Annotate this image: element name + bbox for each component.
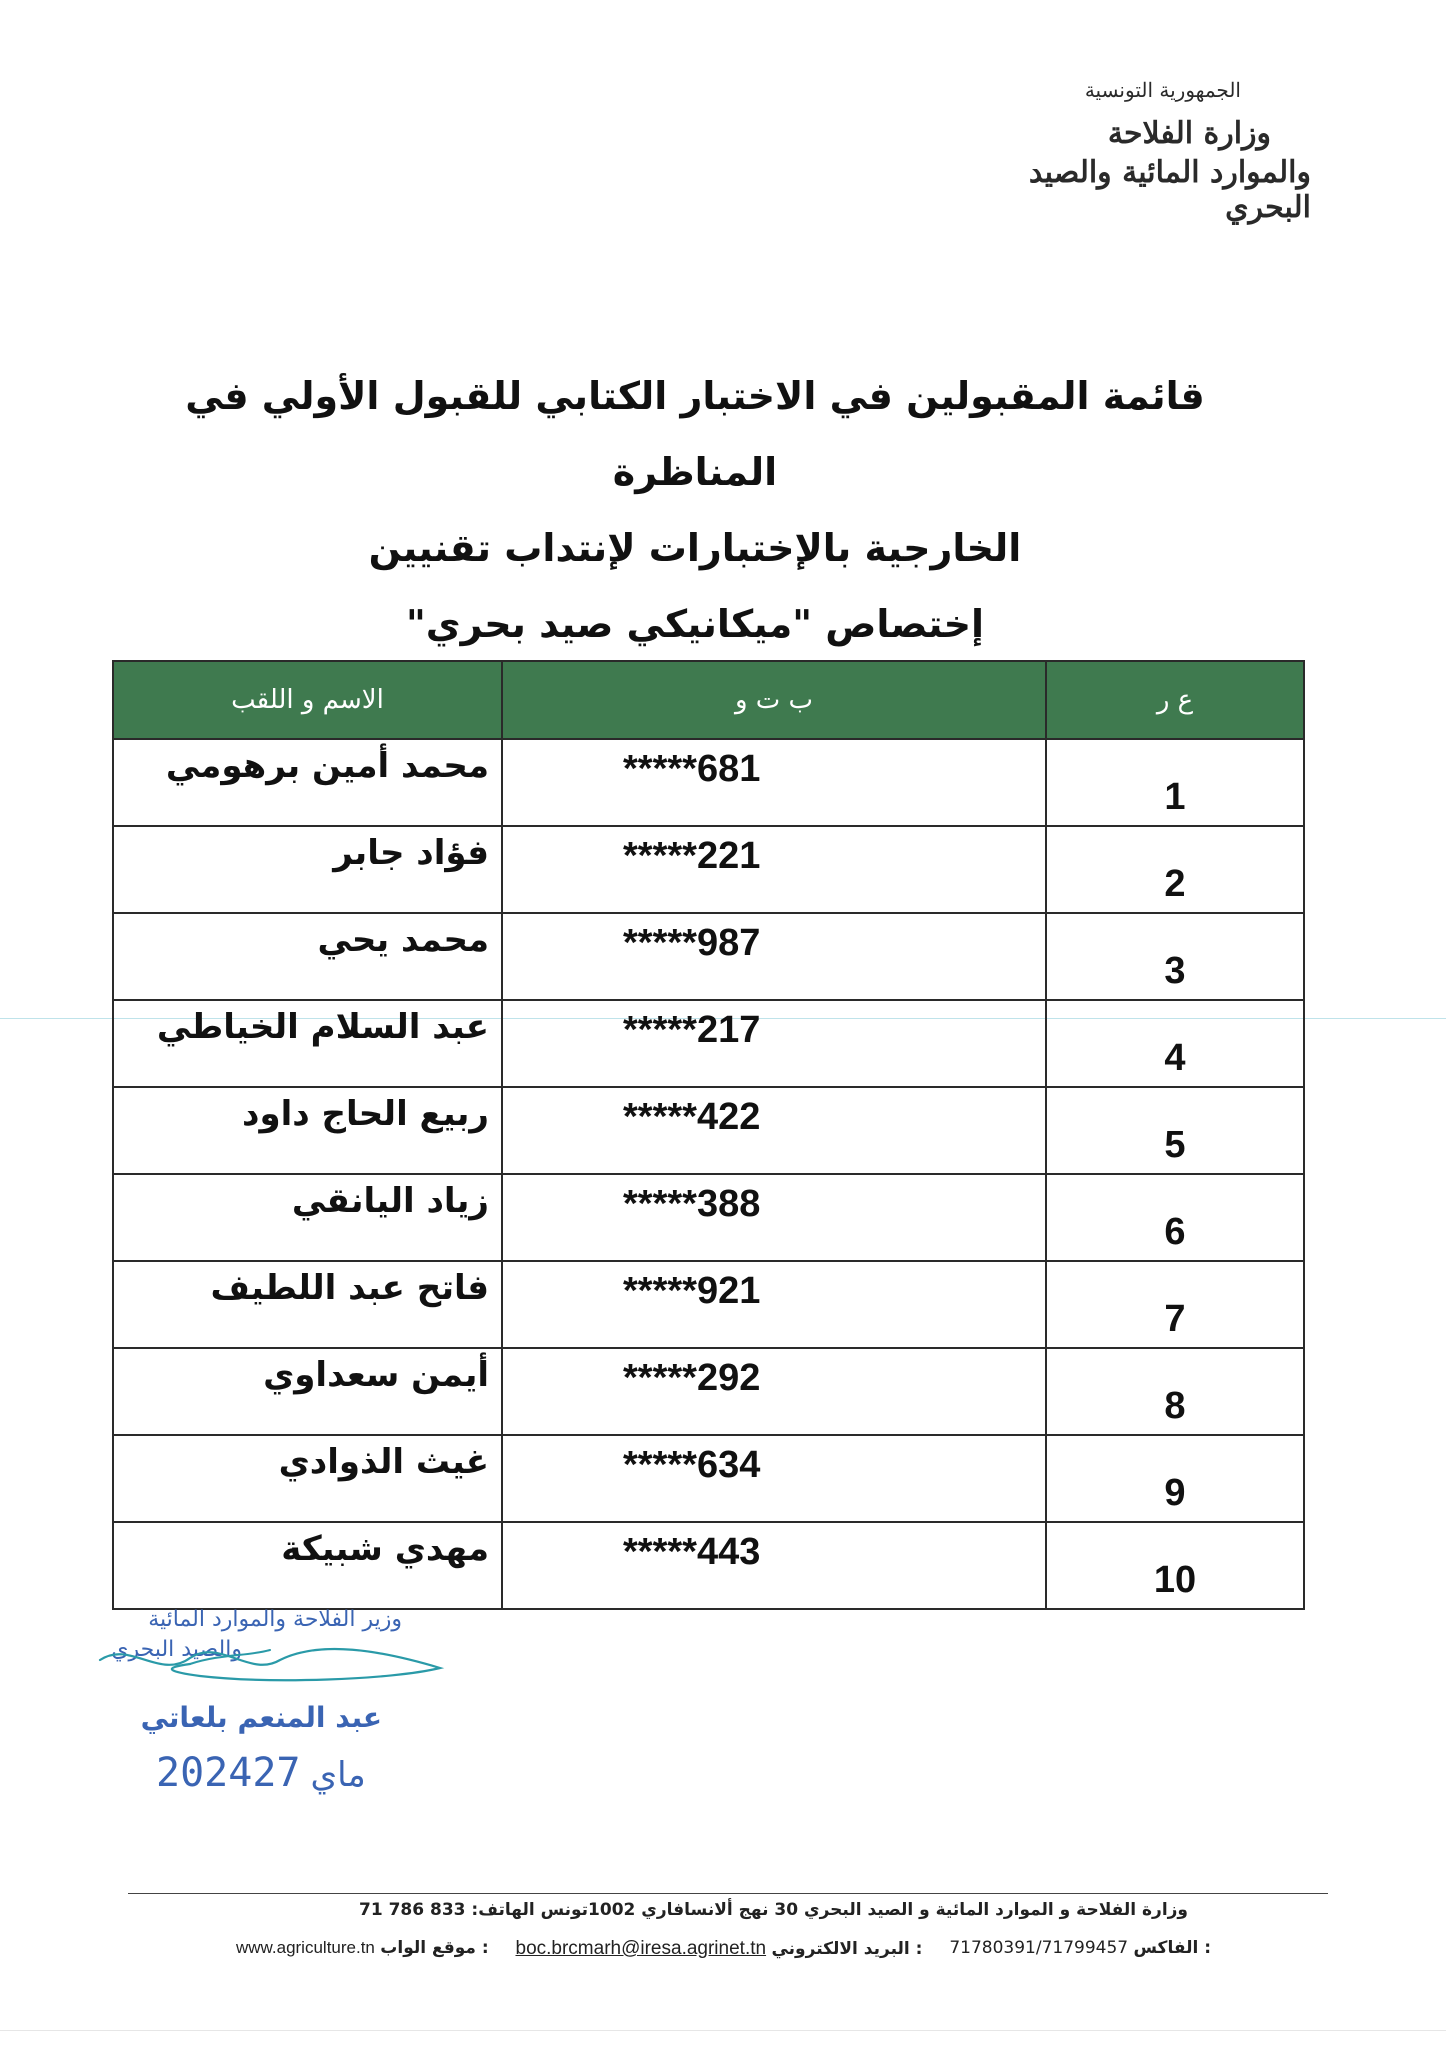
row-num [1046, 1000, 1304, 1087]
scan-edge-line [0, 2030, 1446, 2031]
row-name: زياد اليانقي [113, 1174, 502, 1261]
row-id-text: *****443 [623, 1531, 761, 1573]
row-id [502, 1000, 1046, 1087]
table-row [113, 1522, 1304, 1609]
footer-fax-label: الفاكس : [1133, 1938, 1211, 1958]
row-num-text: 9 [1164, 1472, 1186, 1514]
table-row [113, 1261, 1304, 1348]
date-month: ماي [310, 1755, 366, 1795]
row-name: محمد أمين برهومي [113, 739, 502, 826]
table-row [113, 1174, 1304, 1261]
footer-divider [128, 1893, 1328, 1894]
title-line-2: الخارجية بالإختبارات لإنتداب تقنيين [368, 526, 1022, 570]
row-name: مهدي شبيكة [113, 1522, 502, 1609]
row-id-text: *****422 [623, 1096, 761, 1138]
letterhead-ministry-line1: وزارة الفلاحة [1107, 116, 1271, 151]
stamp-title-line1: وزير الفلاحة والموارد المائية [148, 1607, 402, 1632]
row-id [502, 739, 1046, 826]
stamp-title-line2: والصيد البحري [111, 1637, 242, 1662]
row-num-text: 3 [1164, 950, 1186, 992]
row-id [502, 1087, 1046, 1174]
title-line-1: قائمة المقبولين في الاختبار الكتابي للقبول الأولي في المناظرة [185, 374, 1205, 494]
table-header-row [113, 661, 1304, 739]
footer-web-group [236, 1938, 489, 1960]
footer-email-label: البريد الالكتروني : [771, 1939, 923, 1959]
date-stamp [156, 1750, 376, 1796]
title-line-3: إختصاص "ميكانيكي صيد بحري" [405, 602, 985, 646]
footer-fax: 71780391/71799457 [949, 1938, 1129, 1958]
row-num [1046, 913, 1304, 1000]
table-row [113, 1435, 1304, 1522]
letterhead [991, 78, 1311, 225]
table-row [113, 913, 1304, 1000]
row-id-text: *****681 [623, 748, 761, 790]
row-num [1046, 826, 1304, 913]
row-num-text: 10 [1153, 1559, 1197, 1601]
row-name: فؤاد جابر [113, 826, 502, 913]
row-id-text: *****217 [623, 1009, 761, 1051]
row-num [1046, 1435, 1304, 1522]
row-id [502, 1348, 1046, 1435]
row-num-text: 7 [1164, 1298, 1186, 1340]
row-num-text: 2 [1164, 863, 1186, 905]
table-row [113, 1000, 1304, 1087]
letterhead-ministry-line2: والموارد المائية والصيد البحري [1028, 155, 1311, 225]
row-id-text: *****634 [623, 1444, 761, 1486]
table-row [113, 1348, 1304, 1435]
row-num [1046, 1087, 1304, 1174]
row-id [502, 826, 1046, 913]
row-num-text: 8 [1164, 1385, 1186, 1427]
date-year: 2024 [156, 1750, 253, 1796]
row-num [1046, 739, 1304, 826]
date-day: 27 [252, 1750, 301, 1796]
row-num-text: 1 [1164, 776, 1186, 818]
handwritten-signature [90, 1620, 450, 1690]
table-row [113, 739, 1304, 826]
row-id [502, 913, 1046, 1000]
row-id [502, 1435, 1046, 1522]
footer-web-label: موقع الواب : [380, 1938, 489, 1958]
footer-contacts [236, 1938, 1211, 1960]
row-num [1046, 1174, 1304, 1261]
letterhead-republic: الجمهورية التونسية [1084, 78, 1241, 102]
document-title [180, 358, 1210, 662]
stamp-minister-name: عبد المنعم بلعاتي [140, 1701, 382, 1734]
row-id [502, 1174, 1046, 1261]
footer-web[interactable]: www.agriculture.tn [236, 1938, 375, 1957]
row-id [502, 1522, 1046, 1609]
row-name: عبد السلام الخياطي [113, 1000, 502, 1087]
header-num: ع ر [1046, 661, 1304, 739]
row-name: غيث الذوادي [113, 1435, 502, 1522]
row-id-text: *****221 [623, 835, 761, 877]
candidates-table [112, 660, 1305, 1610]
footer-email-group [516, 1938, 923, 1960]
row-num [1046, 1348, 1304, 1435]
row-num-text: 6 [1164, 1211, 1186, 1253]
table-row [113, 826, 1304, 913]
row-id-text: *****388 [623, 1183, 761, 1225]
row-name: محمد يحي [113, 913, 502, 1000]
row-name: فاتح عبد اللطيف [113, 1261, 502, 1348]
row-num [1046, 1522, 1304, 1609]
row-name: أيمن سعداوي [113, 1348, 502, 1435]
row-num-text: 5 [1164, 1124, 1186, 1166]
header-name: الاسم و اللقب [113, 661, 502, 739]
row-id-text: *****987 [623, 922, 761, 964]
footer-fax-group [949, 1938, 1211, 1960]
header-id: ب ت و [502, 661, 1046, 739]
row-name: ربيع الحاج داود [113, 1087, 502, 1174]
footer-email[interactable]: boc.brcmarh@iresa.agrinet.tn [515, 1938, 767, 1959]
row-id-text: *****921 [623, 1270, 761, 1312]
row-id [502, 1261, 1046, 1348]
row-num [1046, 1261, 1304, 1348]
row-id-text: *****292 [623, 1357, 761, 1399]
table-row [113, 1087, 1304, 1174]
row-num-text: 4 [1164, 1037, 1186, 1079]
footer-address: وزارة الفلاحة و الموارد المائية و الصيد البحري 30 نهج ألانسافاري 1002تونس الهاتف: 833 786 71 [358, 1900, 1188, 1920]
